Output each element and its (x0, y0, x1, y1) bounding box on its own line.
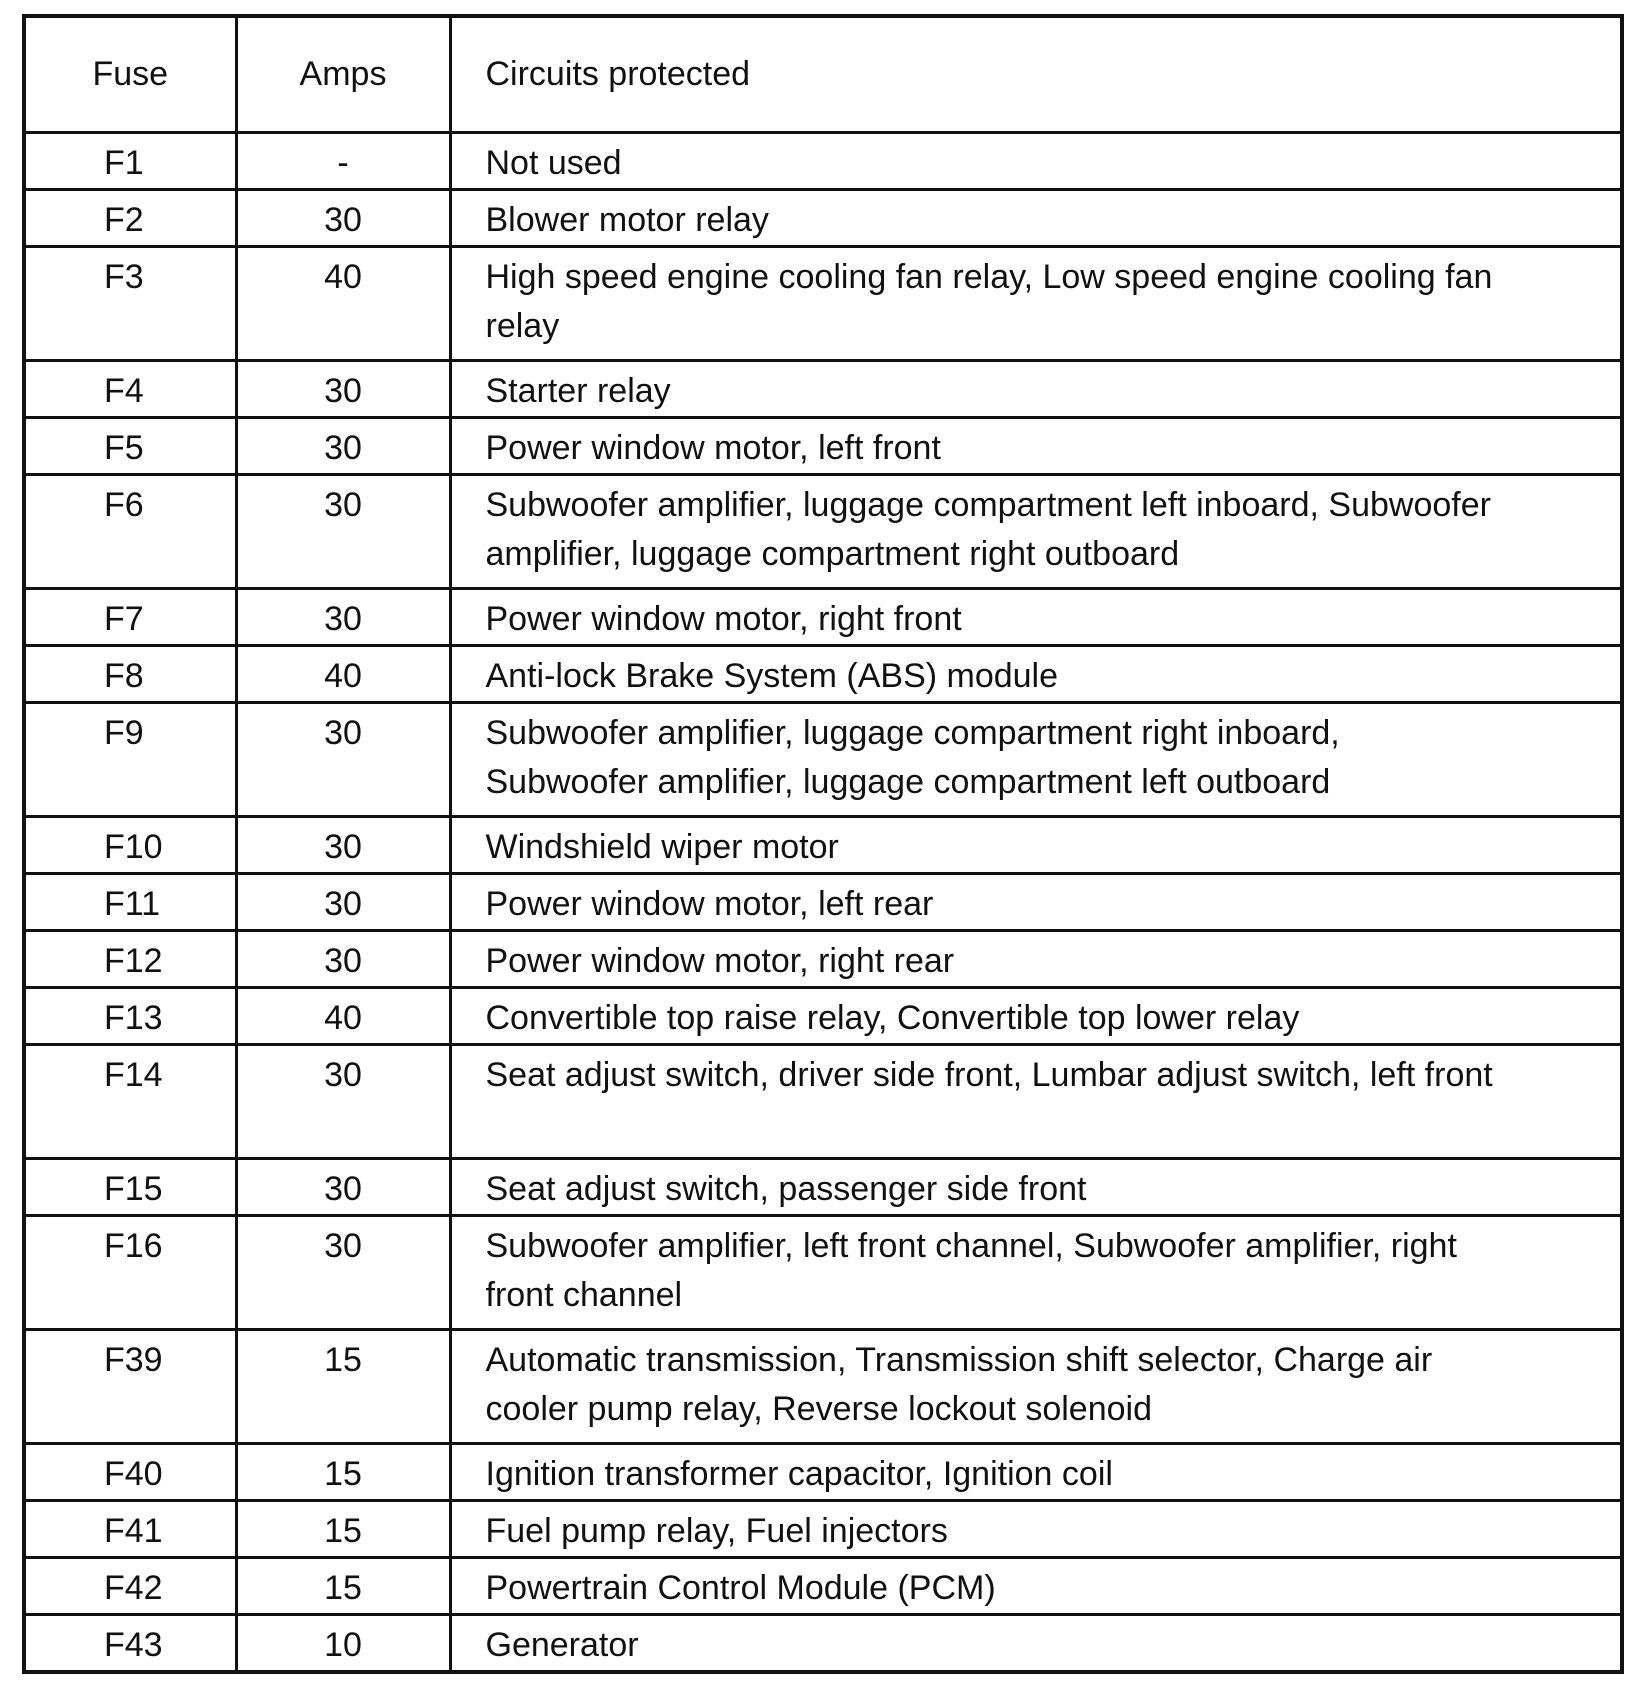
amps-cell: 30 (236, 417, 450, 474)
table-row (24, 246, 1622, 360)
fuse-cell: F2 (24, 189, 236, 246)
circuits-cell: Seat adjust switch, passenger side front (450, 1158, 1622, 1215)
circuits-cell: Subwoofer amplifier, luggage compartment left inboard, Subwoofer amplifier, luggage compartment right outboard (450, 474, 1622, 588)
amps-cell: 15 (236, 1329, 450, 1443)
fuse-cell: F43 (24, 1614, 236, 1672)
table-row (24, 930, 1622, 987)
fuse-cell: F12 (24, 930, 236, 987)
fuse-cell: F8 (24, 645, 236, 702)
amps-cell: - (236, 132, 450, 189)
table-row (24, 1557, 1622, 1614)
amps-cell: 30 (236, 189, 450, 246)
amps-cell: 30 (236, 816, 450, 873)
amps-cell: 30 (236, 474, 450, 588)
table-row (24, 702, 1622, 816)
amps-cell: 30 (236, 930, 450, 987)
table-row (24, 1158, 1622, 1215)
fuse-cell: F14 (24, 1044, 236, 1158)
circuits-cell: Generator (450, 1614, 1622, 1672)
fuse-cell: F39 (24, 1329, 236, 1443)
circuits-cell: Power window motor, left rear (450, 873, 1622, 930)
fuse-cell: F11 (24, 873, 236, 930)
table-row (24, 360, 1622, 417)
table-row (24, 1215, 1622, 1329)
amps-cell: 40 (236, 987, 450, 1044)
table-row (24, 816, 1622, 873)
circuits-cell: Fuel pump relay, Fuel injectors (450, 1500, 1622, 1557)
fuse-cell: F41 (24, 1500, 236, 1557)
amps-cell: 30 (236, 360, 450, 417)
amps-cell: 40 (236, 645, 450, 702)
amps-cell: 40 (236, 246, 450, 360)
amps-cell: 15 (236, 1557, 450, 1614)
table-row (24, 987, 1622, 1044)
header-circuits: Circuits protected (450, 16, 1622, 132)
circuits-cell: Subwoofer amplifier, left front channel, Subwoofer amplifier, right front channel (450, 1215, 1622, 1329)
table-row (24, 189, 1622, 246)
amps-cell: 15 (236, 1500, 450, 1557)
circuits-cell: High speed engine cooling fan relay, Low speed engine cooling fan relay (450, 246, 1622, 360)
circuits-cell: Ignition transformer capacitor, Ignition coil (450, 1443, 1622, 1500)
table-row (24, 1443, 1622, 1500)
circuits-cell: Powertrain Control Module (PCM) (450, 1557, 1622, 1614)
circuits-cell: Power window motor, right front (450, 588, 1622, 645)
table-row (24, 132, 1622, 189)
circuits-cell: Power window motor, right rear (450, 930, 1622, 987)
fuse-table (22, 14, 1624, 1674)
header-amps: Amps (236, 16, 450, 132)
fuse-cell: F5 (24, 417, 236, 474)
table-row (24, 1329, 1622, 1443)
fuse-cell: F9 (24, 702, 236, 816)
table-row (24, 1614, 1622, 1672)
amps-cell: 10 (236, 1614, 450, 1672)
fuse-cell: F3 (24, 246, 236, 360)
circuits-cell: Seat adjust switch, driver side front, Lumbar adjust switch, left front (450, 1044, 1622, 1158)
fuse-cell: F40 (24, 1443, 236, 1500)
amps-cell: 30 (236, 588, 450, 645)
header-fuse: Fuse (24, 16, 236, 132)
table-header-row (24, 16, 1622, 132)
amps-cell: 30 (236, 1215, 450, 1329)
amps-cell: 30 (236, 1158, 450, 1215)
circuits-cell: Convertible top raise relay, Convertible top lower relay (450, 987, 1622, 1044)
fuse-cell: F16 (24, 1215, 236, 1329)
circuits-cell: Automatic transmission, Transmission shift selector, Charge air cooler pump relay, Reverse lockout solenoid (450, 1329, 1622, 1443)
table-row (24, 1500, 1622, 1557)
amps-cell: 30 (236, 702, 450, 816)
table-row (24, 645, 1622, 702)
circuits-cell: Blower motor relay (450, 189, 1622, 246)
table-row (24, 474, 1622, 588)
circuits-cell: Subwoofer amplifier, luggage compartment right inboard, Subwoofer amplifier, luggage compartment left outboard (450, 702, 1622, 816)
circuits-cell: Not used (450, 132, 1622, 189)
table-row (24, 873, 1622, 930)
circuits-cell: Windshield wiper motor (450, 816, 1622, 873)
table-row (24, 1044, 1622, 1158)
fuse-cell: F10 (24, 816, 236, 873)
fuse-cell: F4 (24, 360, 236, 417)
circuits-cell: Power window motor, left front (450, 417, 1622, 474)
circuits-cell: Starter relay (450, 360, 1622, 417)
amps-cell: 15 (236, 1443, 450, 1500)
amps-cell: 30 (236, 1044, 450, 1158)
table-row (24, 588, 1622, 645)
table-row (24, 417, 1622, 474)
fuse-cell: F6 (24, 474, 236, 588)
amps-cell: 30 (236, 873, 450, 930)
circuits-cell: Anti-lock Brake System (ABS) module (450, 645, 1622, 702)
fuse-cell: F15 (24, 1158, 236, 1215)
fuse-cell: F42 (24, 1557, 236, 1614)
fuse-cell: F13 (24, 987, 236, 1044)
fuse-cell: F7 (24, 588, 236, 645)
fuse-cell: F1 (24, 132, 236, 189)
